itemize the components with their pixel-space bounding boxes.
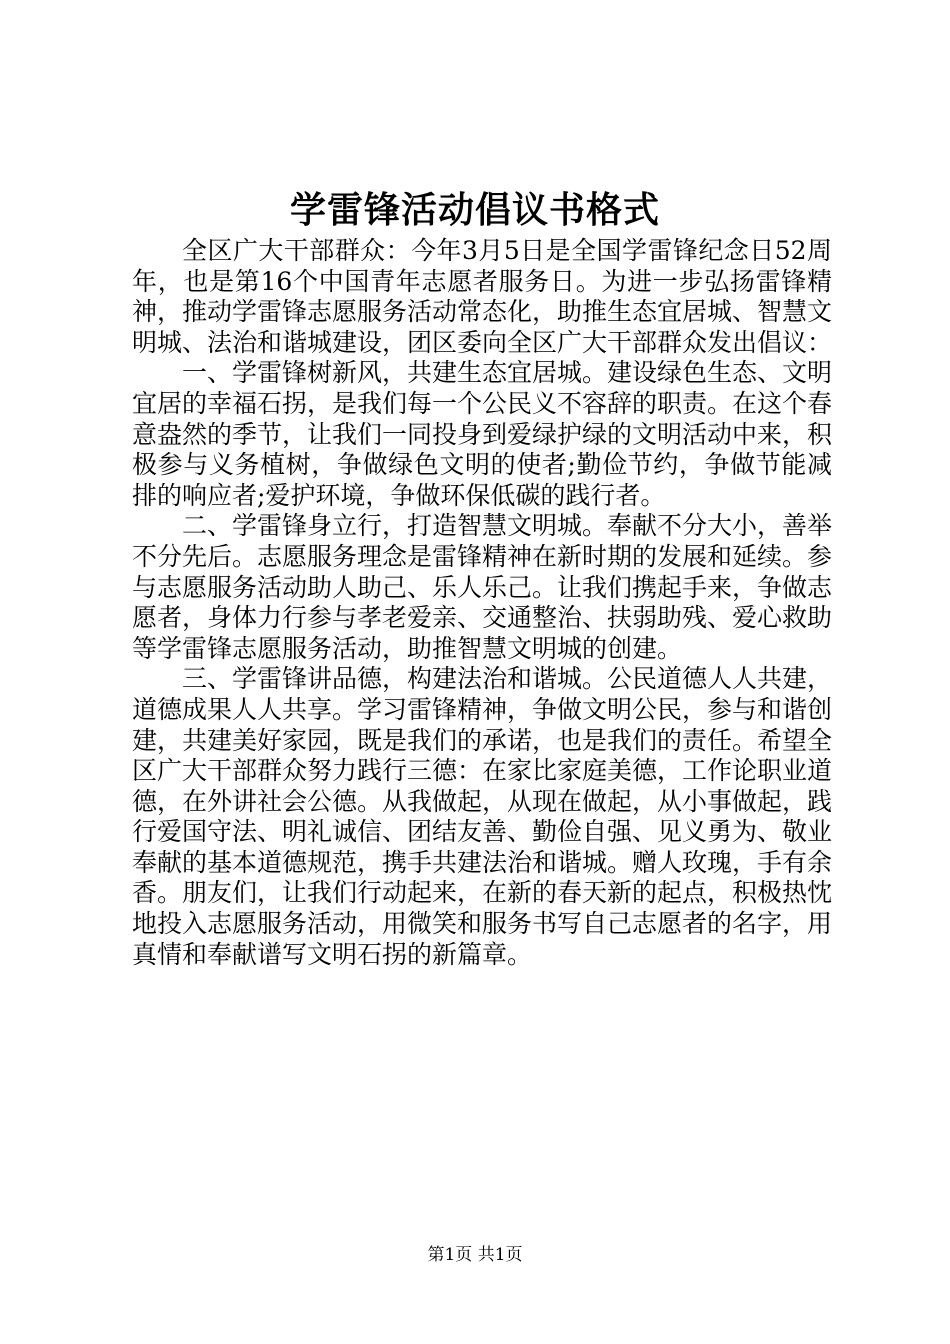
paragraph-salutation: 全区广大干部群众：今年3月5日是全国学雷锋纪念日52周年，也是第16个中国青年志愿者服务日。为进一步弘扬雷锋精神，推动学雷锋志愿服务活动常态化，助推生态宜居城、智慧文明城、法治和谐城建设，团区委向全区广大干部群众发出倡议：	[132, 236, 833, 357]
document-body	[132, 236, 832, 970]
paragraph-proposal-2: 二、学雷锋身立行，打造智慧文明城。奉献不分大小，善举不分先后。志愿服务理念是雷锋精神在新时期的发展和延续。参与志愿服务活动助人助己、乐人乐己。让我们携起手来，争做志愿者，身体力行参与孝老爱亲、交通整治、扶弱助残、爱心救助等学雷锋志愿服务活动，助推智慧文明城的创建。	[132, 511, 833, 663]
page-footer: 第1页 共1页	[427, 1245, 523, 1265]
paragraph-proposal-3: 三、学雷锋讲品德，构建法治和谐城。公民道德人人共建，道德成果人人共享。学习雷锋精神，争做文明公民，参与和谐创建，共建美好家园，既是我们的承诺，也是我们的责任。希望全区广大干部群众努力践行三德：在家比家庭美德，工作论职业道德，在外讲社会公德。从我做起，从现在做起，从小事做起，践行爱国守法、明礼诚信、团结友善、勤俭自强、见义勇为、敬业奉献的基本道德规范，携手共建法治和谐城。赠人玫瑰，手有余香。朋友们，让我们行动起来，在新的春天新的起点，积极热忱地投入志愿服务活动，用微笑和服务书写自己志愿者的名字，用真情和奉献谱写文明石拐的新篇章。	[132, 664, 833, 969]
paragraph-proposal-1: 一、学雷锋树新风，共建生态宜居城。建设绿色生态、文明宜居的幸福石拐，是我们每一个公民义不容辞的职责。在这个春意盎然的季节，让我们一同投身到爱绿护绿的文明活动中来，积极参与义务植树，争做绿色文明的使者;勤俭节约，争做节能减排的响应者;爱护环境，争做环保低碳的践行者。	[132, 358, 833, 510]
document-title: 学雷锋活动倡议书格式	[289, 189, 660, 231]
